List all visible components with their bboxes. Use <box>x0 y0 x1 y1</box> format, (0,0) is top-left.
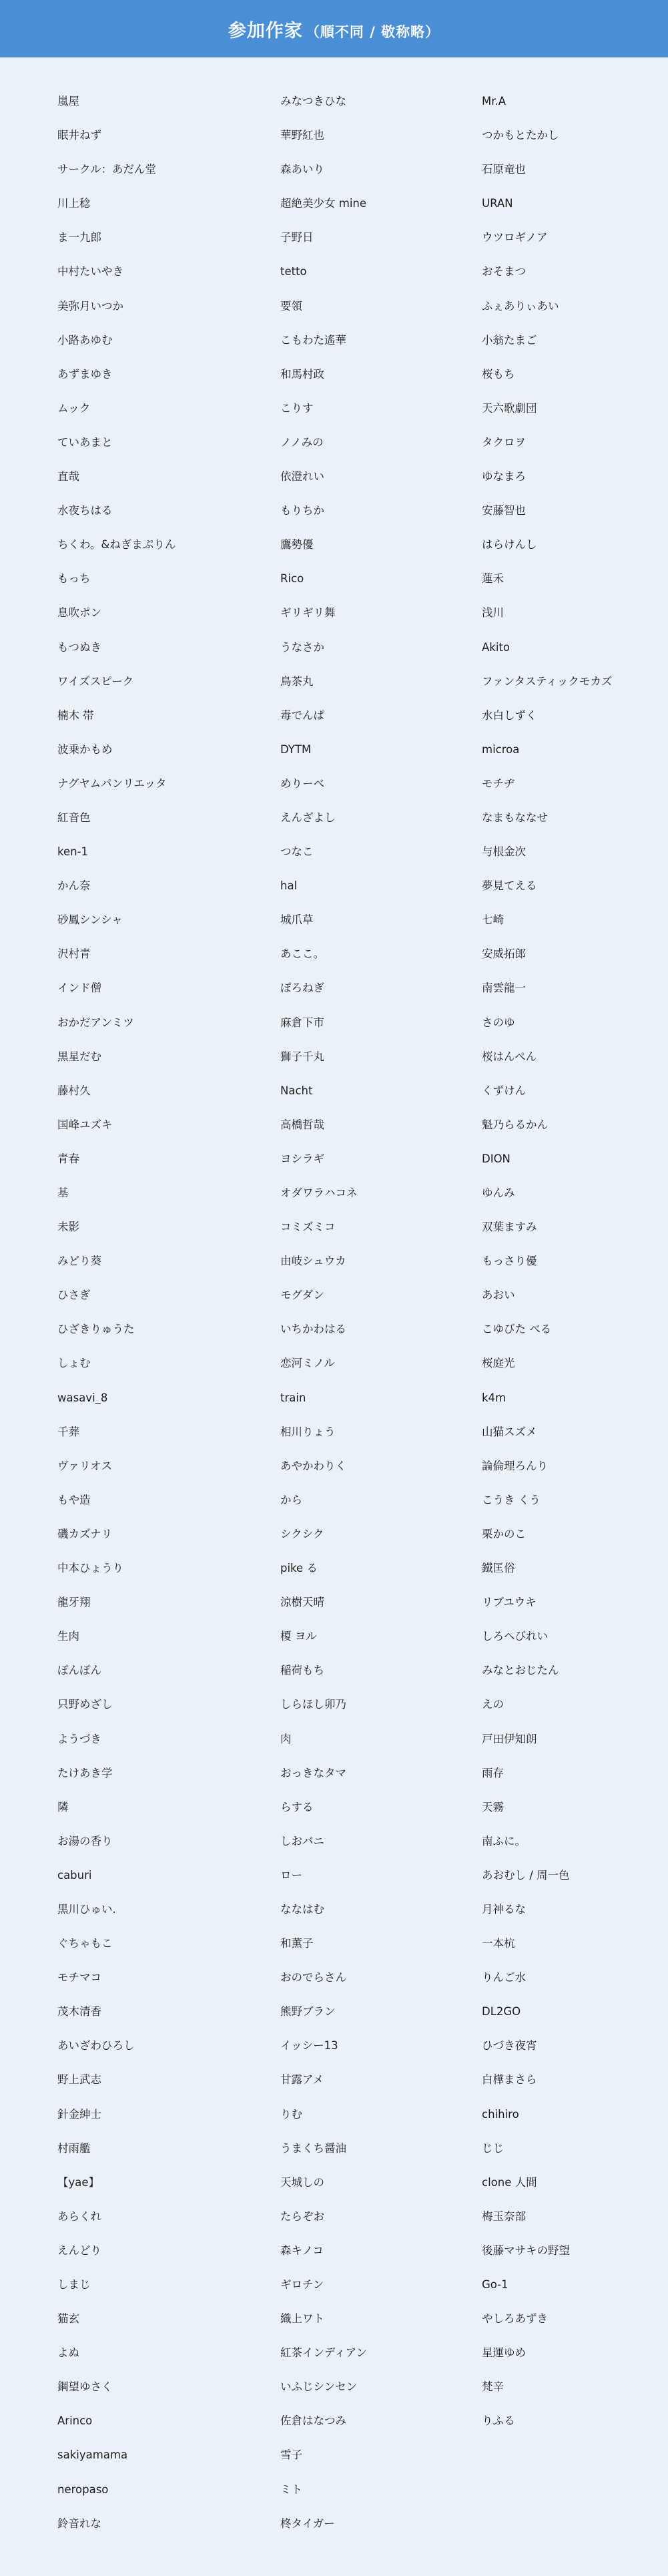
artist-name: 超絶美少女 mine <box>280 197 367 210</box>
artist-name: wasavi_8 <box>57 1391 108 1404</box>
artist-name: あずまゆき <box>57 367 113 381</box>
artist-name: もっち <box>57 572 91 586</box>
artist-name: 梵辛 <box>482 2380 504 2394</box>
artist-name: 鋼望ゆさく <box>57 2380 113 2394</box>
artist-name: ひさぎ <box>57 1289 91 1302</box>
artist-name: サークル：あだん堂 <box>57 163 157 176</box>
artist-name: イッシー13 <box>280 2039 338 2053</box>
artist-name: いちかわはる <box>280 1323 346 1336</box>
artist-name: ななはむ <box>280 1902 324 1916</box>
artist-name: たらぞお <box>280 2209 324 2223</box>
artist-name: 龍牙翔 <box>57 1596 91 1609</box>
artist-name: 戸田伊知朗 <box>482 1732 537 1745</box>
artist-name: 和馬村政 <box>280 367 324 381</box>
artist-name: こもわた遙華 <box>280 333 346 347</box>
artist-name: Arinco <box>57 2414 93 2428</box>
artist-name: 森あいり <box>280 163 324 176</box>
artist-name: しおバニ <box>280 1834 324 1848</box>
artist-name: 高橋哲哉 <box>280 1118 324 1131</box>
artist-name: めりーべ <box>280 777 324 790</box>
artist-name: 生肉 <box>57 1630 79 1643</box>
artist-name: 毒でんぱ <box>280 708 324 722</box>
artist-name: ナグヤムパンリエッタ <box>57 777 167 790</box>
artist-name: 茂木清香 <box>57 2005 101 2018</box>
artist-name: 砂鳳シンシャ <box>57 913 123 927</box>
artist-name: ちくわ。&ねぎまぷりん <box>57 538 176 552</box>
artist-name: 七崎 <box>482 913 504 927</box>
artist-name: 村雨艦 <box>57 2141 91 2155</box>
artist-name: 麻倉下市 <box>280 1016 324 1029</box>
title-subtitle: （順不同 / 敬称略） <box>305 23 440 40</box>
artist-name: ゆなまろ <box>482 470 526 483</box>
artist-name: 水夜ちはる <box>57 504 113 517</box>
artist-name: あここ。 <box>280 947 324 961</box>
artist-name: ぽんぽん <box>57 1664 101 1677</box>
artist-name: ロー <box>280 1868 302 1882</box>
artist-name: オダワラハコネ <box>280 1187 358 1199</box>
artist-name: 針金紳士 <box>57 2107 101 2121</box>
artist-name: しろへびれい <box>482 1630 548 1643</box>
artist-name: 波乗かもめ <box>57 742 113 756</box>
artist-name: なまもななせ <box>482 811 548 824</box>
artist-name: モグダン <box>280 1289 324 1302</box>
artist-column-2 <box>280 84 480 2541</box>
artist-name: 甘露アメ <box>280 2073 324 2087</box>
artist-name: ミト <box>280 2483 302 2496</box>
artist-column-1 <box>57 84 258 2541</box>
artist-name: Mr.A <box>482 95 507 108</box>
artist-name: ファンタスティックモカズ <box>482 674 613 688</box>
artist-name: ウツロギノア <box>482 231 548 244</box>
artist-name: 星運ゆめ <box>482 2346 526 2360</box>
artist-name: しらほし卯乃 <box>280 1698 346 1711</box>
artist-name: つなこ <box>280 845 314 859</box>
artist-name: 佐倉はなつみ <box>280 2414 346 2428</box>
artist-name: 黒星だむ <box>57 1050 101 1063</box>
artist-name: おそまつ <box>482 265 526 278</box>
artist-name: 天六歌劇団 <box>482 401 537 415</box>
artist-name: 中村たいやき <box>57 265 123 278</box>
artist-name: こゆびた べる <box>482 1323 552 1336</box>
artist-name: 山猫スズメ <box>482 1425 537 1438</box>
artist-name: 栗かのこ <box>482 1527 526 1540</box>
artist-name: 森キノコ <box>280 2243 324 2257</box>
artist-name: 天城しの <box>280 2175 324 2189</box>
artist-name: 織上ワト <box>280 2312 324 2326</box>
artist-name: 和薫子 <box>280 1937 314 1950</box>
artist-name: 依澄れい <box>280 470 324 483</box>
artist-name: えの <box>482 1698 504 1711</box>
artist-name: ゆんみ <box>482 1187 515 1199</box>
artist-name: 石原竜也 <box>482 163 526 176</box>
artist-name: ワイズスピーク <box>57 674 134 688</box>
artist-name: 柊タイガー <box>280 2517 335 2530</box>
artist-name: 要領 <box>280 299 302 312</box>
artist-name: りふる <box>482 2414 515 2428</box>
artist-name: インド僧 <box>57 982 101 995</box>
artist-name: 後藤マサキの野望 <box>482 2243 570 2257</box>
artist-name: 沢村青 <box>57 947 91 961</box>
artist-name: おっきなタマ <box>280 1766 346 1779</box>
artist-name: 梅玉奈部 <box>482 2209 526 2223</box>
artist-name: じじ <box>482 2141 504 2155</box>
artist-name: 夢見てえる <box>482 879 537 893</box>
artist-name: 双葉ますみ <box>482 1221 537 1234</box>
artist-name: つかもとたかし <box>482 129 559 142</box>
artist-name: ぐちゃもこ <box>57 1937 113 1950</box>
artist-name: 鈴音れな <box>57 2517 101 2530</box>
artist-name: みなつきひな <box>280 95 346 108</box>
artist-name: sakiyamama <box>57 2448 128 2462</box>
artist-name: らする <box>280 1800 314 1813</box>
artist-name: 論倫理ろんり <box>482 1459 548 1472</box>
artist-name: 基 <box>57 1187 69 1199</box>
artist-name: chihiro <box>482 2107 519 2121</box>
artist-name: しょむ <box>57 1357 91 1370</box>
artist-name: みなとおじたん <box>482 1664 559 1677</box>
artist-name: 中本ひょうり <box>57 1562 123 1575</box>
artist-name: たけあき学 <box>57 1766 113 1779</box>
artist-name: 榎 ヨル <box>280 1630 317 1643</box>
artist-name: モチマコ <box>57 1971 101 1984</box>
artist-name: microa <box>482 742 520 756</box>
artist-name: 蓮禾 <box>482 572 504 586</box>
artist-name: こりす <box>280 401 314 415</box>
artist-name: 月神るな <box>482 1902 526 1916</box>
artist-name: こうき くう <box>482 1493 541 1506</box>
artist-name: もや造 <box>57 1493 91 1506</box>
artist-name: neropaso <box>57 2483 109 2496</box>
artist-name: 未影 <box>57 1221 79 1234</box>
artist-name: おかだアンミツ <box>57 1016 134 1029</box>
artist-name: 鷹勢優 <box>280 538 314 552</box>
artist-name: 桜もち <box>482 367 515 381</box>
artist-name: 鐵匡俗 <box>482 1562 515 1575</box>
artist-name: ギロチン <box>280 2278 324 2291</box>
artist-name: おのでらさん <box>280 1971 346 1984</box>
artist-name: から <box>280 1493 302 1506</box>
artist-name: ま一九郎 <box>57 231 101 244</box>
artist-name: 恋河ミノル <box>280 1357 335 1370</box>
artist-name: 桜はんぺん <box>482 1050 537 1063</box>
artist-name: tetto <box>280 265 307 278</box>
artist-name: 川上稔 <box>57 197 91 210</box>
artist-name: 【yae】 <box>57 2175 100 2189</box>
artist-name: hal <box>280 879 298 893</box>
artist-name: 南ふに。 <box>482 1834 526 1848</box>
artist-name: 隣 <box>57 1800 69 1813</box>
artist-name: 黒川ひゅい. <box>57 1902 116 1916</box>
artist-name: 安威拓郎 <box>482 947 526 961</box>
page-title <box>228 16 440 42</box>
artist-name: 城爪草 <box>280 913 314 927</box>
artist-name: 只野めざし <box>57 1698 113 1711</box>
artist-name: 雨存 <box>482 1766 504 1779</box>
artist-name: 肉 <box>280 1732 292 1745</box>
artist-name: 小路あゆむ <box>57 333 113 347</box>
artist-name: DL2GO <box>482 2005 521 2018</box>
artist-name: りんご水 <box>482 1971 526 1984</box>
artist-name: train <box>280 1391 306 1404</box>
artist-name: あらくれ <box>57 2209 101 2223</box>
artist-name: 南雲龍一 <box>482 982 526 995</box>
artist-name: pike る <box>280 1562 318 1575</box>
artist-name: 青春 <box>57 1152 79 1165</box>
artist-name: もつぬき <box>57 640 101 654</box>
artist-name: モチヂ <box>482 777 515 790</box>
artist-name: ていあまと <box>57 435 113 449</box>
artist-name: Akito <box>482 640 510 654</box>
artist-name: 小翁たまご <box>482 333 537 347</box>
artist-name: clone 人間 <box>482 2175 537 2189</box>
artist-name: 由岐シュウカ <box>280 1255 346 1268</box>
artist-name: あやかわりく <box>280 1459 346 1472</box>
artist-name: Go-1 <box>482 2278 509 2291</box>
artist-name: お湯の香り <box>57 1834 113 1848</box>
artist-name: 鳥茶丸 <box>280 674 314 688</box>
artist-name: ken-1 <box>57 845 89 859</box>
artist-name: うなさか <box>280 640 324 654</box>
artist-name: ひづき夜宵 <box>482 2039 537 2053</box>
artist-name: ヴァリオス <box>57 1459 113 1472</box>
artist-name: 稲荷もち <box>280 1664 324 1677</box>
artist-name: 一本杭 <box>482 1937 515 1950</box>
artist-name: はらけんし <box>482 538 537 552</box>
artist-name: 美弥月いつか <box>57 299 123 312</box>
artist-name: リブユウキ <box>482 1596 537 1609</box>
artist-name: もりちか <box>280 504 324 517</box>
artist-name: タクロヲ <box>482 435 526 449</box>
artist-name: 涼樹天晴 <box>280 1596 324 1609</box>
artist-name: 獅子千丸 <box>280 1050 324 1063</box>
artist-name: Nacht <box>280 1084 313 1097</box>
artist-name: 野上武志 <box>57 2073 101 2087</box>
artist-name: 天霧 <box>482 1800 504 1813</box>
artist-name: 魁乃らるかん <box>482 1118 548 1131</box>
artist-name: えんざよし <box>280 811 336 824</box>
artist-name: 水白しずく <box>482 708 537 722</box>
artist-name: 子野日 <box>280 231 314 244</box>
artist-name: 相川りょう <box>280 1425 336 1438</box>
artist-name: 直哉 <box>57 470 79 483</box>
artist-name: URAN <box>482 197 513 210</box>
artist-name: ようづき <box>57 1732 101 1745</box>
artist-name: ヨシラギ <box>280 1152 324 1165</box>
artist-name: 紅茶インディアン <box>280 2346 368 2360</box>
artist-name: 浅川 <box>482 606 504 620</box>
artist-name: かん奈 <box>57 879 91 893</box>
artist-name: 華野紅也 <box>280 129 324 142</box>
artist-name: 与根金次 <box>482 845 526 859</box>
artist-name: あおい <box>482 1289 515 1302</box>
artist-name: 安藤智也 <box>482 504 526 517</box>
artist-name: うまくち醤油 <box>280 2141 346 2155</box>
artist-column-3 <box>482 84 668 2438</box>
artist-name: ギリギリ舞 <box>280 606 336 620</box>
artist-name: みどり葵 <box>57 1255 101 1268</box>
artist-name: 楠木 帯 <box>57 708 94 722</box>
artist-name: 雪子 <box>280 2448 302 2462</box>
artist-name: 嵐屋 <box>57 95 79 108</box>
artist-name: ふぇありぃあい <box>482 299 559 312</box>
artist-name: くずけん <box>482 1084 526 1097</box>
artist-name: 桜庭光 <box>482 1357 515 1370</box>
artist-name: 猫玄 <box>57 2312 79 2326</box>
artist-name: ノノみの <box>280 435 324 449</box>
artist-name: りむ <box>280 2107 302 2121</box>
page-header <box>0 0 668 57</box>
artist-name: ひざきりゅうた <box>57 1323 135 1336</box>
artist-name: 熊野ブラン <box>280 2005 336 2018</box>
artist-name: よぬ <box>57 2346 79 2360</box>
artist-name: しまじ <box>57 2278 91 2291</box>
artist-name: DION <box>482 1152 511 1165</box>
artist-name: 紅音色 <box>57 811 91 824</box>
artist-name: k4m <box>482 1391 507 1404</box>
artist-name: 磯カズナリ <box>57 1527 113 1540</box>
artist-name: 国峰ユズキ <box>57 1118 113 1131</box>
artist-name: 眠井ねず <box>57 129 101 142</box>
artist-name: caburi <box>57 1868 92 1882</box>
artist-name: いふじシンセン <box>280 2380 358 2394</box>
artist-name: ムック <box>57 401 91 415</box>
artist-name: 千葬 <box>57 1425 79 1438</box>
artist-name: ぽろねぎ <box>280 982 324 995</box>
title-text: 参加作家 <box>228 20 303 41</box>
artist-name: 息吹ポン <box>57 606 101 620</box>
artist-name: やしろあずき <box>482 2312 548 2326</box>
artist-name: あおむし / 周一色 <box>482 1868 570 1882</box>
artist-name: あいざわひろし <box>57 2039 135 2053</box>
artist-name: コミズミコ <box>280 1221 336 1234</box>
artist-name: もっさり優 <box>482 1255 537 1268</box>
artist-name: 藤村久 <box>57 1084 91 1097</box>
artist-name: DYTM <box>280 742 312 756</box>
artist-name: えんどり <box>57 2243 101 2257</box>
artist-name: 白樺まさら <box>482 2073 537 2087</box>
artist-name: Rico <box>280 572 304 586</box>
artist-name: さのゆ <box>482 1016 515 1029</box>
artist-name: シクシク <box>280 1527 324 1540</box>
